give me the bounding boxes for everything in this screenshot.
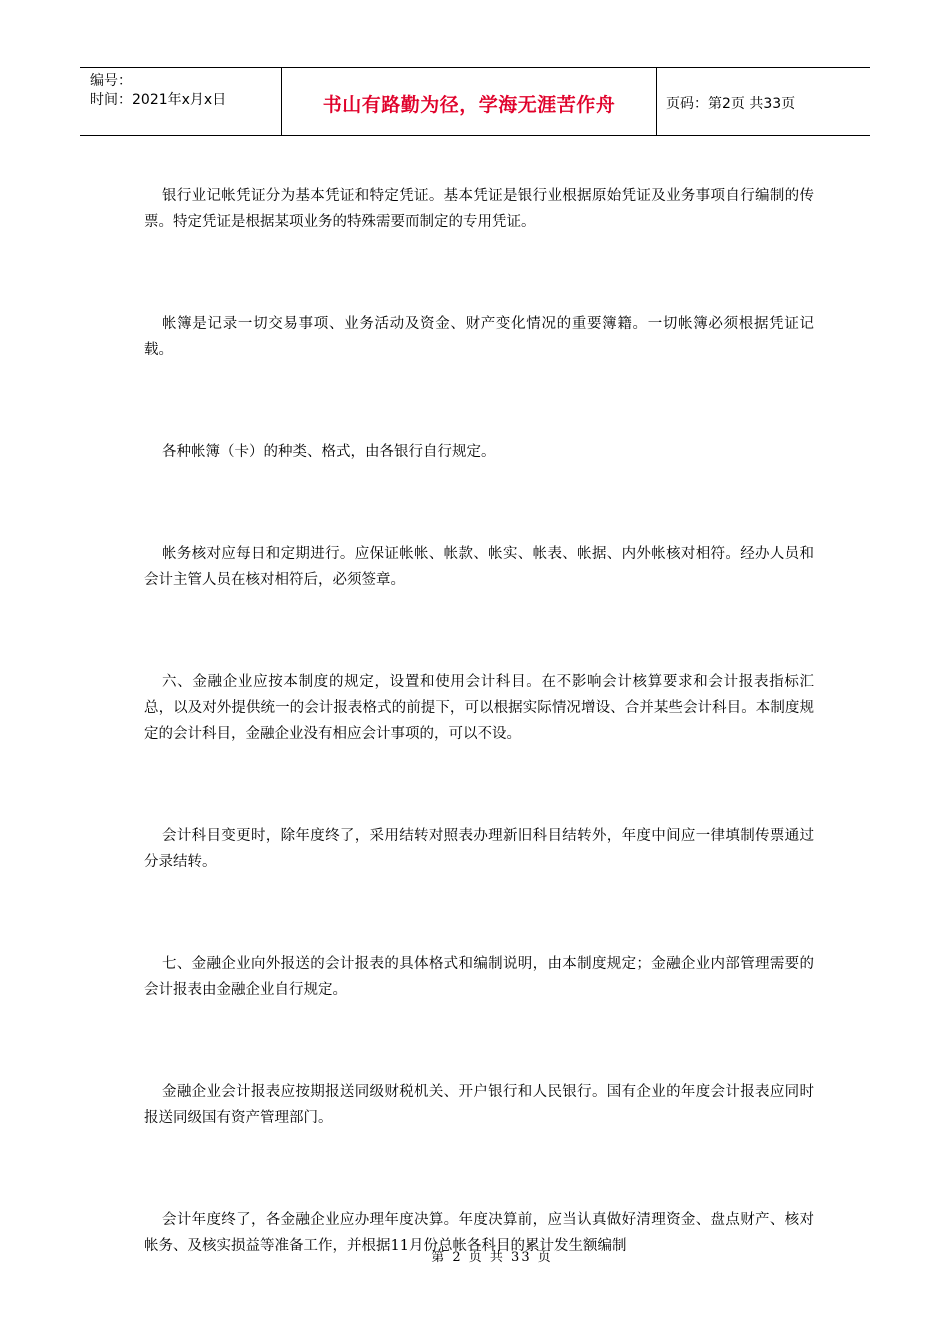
document-body (144, 183, 814, 1259)
paragraph: 各种帐簿（卡）的种类、格式，由各银行自行规定。 (162, 444, 496, 460)
header-info-cell (80, 68, 282, 135)
header-motto-cell (282, 68, 657, 135)
paragraph: 帐簿是记录一切交易事项、业务活动及资金、财产变化情况的重要簿籍。一切帐簿必须根据凭证记载。 (144, 316, 814, 358)
paragraph: 银行业记帐凭证分为基本凭证和特定凭证。基本凭证是银行业根据原始凭证及业务事项自行编制的传票。特定凭证是根据某项业务的特殊需要而制定的专用凭证。 (144, 188, 814, 230)
header-page-cell (657, 68, 870, 135)
paragraph: 六、金融企业应按本制度的规定，设置和使用会计科目。在不影响会计核算要求和会计报表指标汇总，以及对外提供统一的会计报表格式的前提下，可以根据实际情况增设、合并某些会计科目。本制度规定的会计科目，金融企业没有相应会计事项的，可以不设。 (144, 674, 814, 742)
paragraph: 帐务核对应每日和定期进行。应保证帐帐、帐款、帐实、帐表、帐据、内外帐核对相符。经办人员和会计主管人员在核对相符后，必须签章。 (144, 546, 814, 588)
code-label: 编号： (90, 73, 132, 89)
time-label: 时间：2021年x月x日 (90, 92, 227, 108)
page-header (80, 67, 870, 136)
paragraph: 金融企业会计报表应按期报送同级财税机关、开户银行和人民银行。国有企业的年度会计报表应同时报送同级国有资产管理部门。 (144, 1084, 814, 1126)
motto: 书山有路勤为径，学海无涯苦作舟 (322, 94, 616, 116)
paragraph: 会计科目变更时，除年度终了，采用结转对照表办理新旧科目结转外，年度中间应一律填制传票通过分录结转。 (144, 828, 814, 870)
paragraph: 会计年度终了，各金融企业应办理年度决算。年度决算前，应当认真做好清理资金、盘点财产、核对帐务、及核实损益等准备工作，并根据11月份总帐各科目的累计发生额编制 (144, 1212, 814, 1254)
paragraph: 七、金融企业向外报送的会计报表的具体格式和编制说明，由本制度规定；金融企业内部管理需要的会计报表由金融企业自行规定。 (144, 956, 814, 998)
page-footer: 第 2 页 共 33 页 (431, 1250, 553, 1265)
page-label: 页码：第2页 共33页 (666, 95, 796, 112)
